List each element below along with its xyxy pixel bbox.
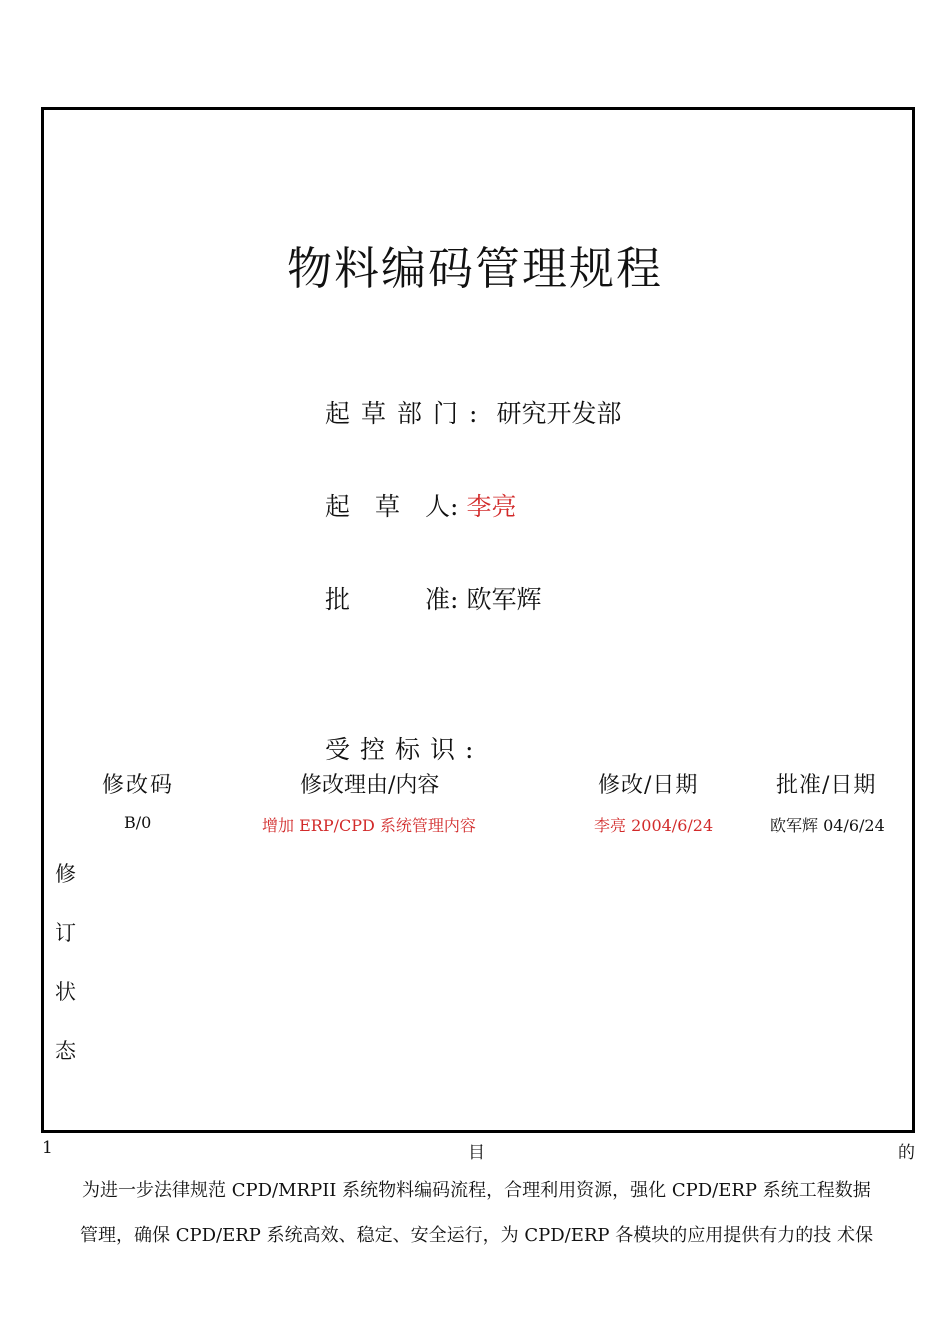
revision-cell-reason: 增加 ERP/CPD 系统管理内容	[262, 816, 476, 835]
paragraph-line: 管理，确保 CPD/ERP 系统高效、稳定、安全运行，为 CPD/ERP 各模块的应用提供有力的技 术保	[80, 1225, 873, 1246]
document-title: 物料编码管理规程	[286, 242, 663, 295]
paragraph-line: 为进一步法律规范 CPD/MRPII 系统物料编码流程，合理利用资源，强化 CPD/ERP 系统工程数据	[82, 1180, 871, 1201]
approver-field	[325, 580, 541, 616]
side-char: 态	[55, 1039, 76, 1063]
revision-header-approval: 批准/日期	[776, 773, 877, 798]
drafting-dept-field	[325, 394, 621, 430]
revision-status-label	[55, 845, 79, 1081]
revision-header-date: 修改/日期	[598, 773, 699, 798]
section-title-left: 目	[468, 1143, 485, 1163]
drafter-value: 李亮	[466, 492, 517, 521]
control-mark-label: 受控标识:	[325, 735, 484, 764]
side-char: 状	[55, 980, 76, 1004]
revision-header-code: 修改码	[102, 773, 175, 798]
revision-header-reason: 修改理由/内容	[300, 773, 440, 798]
drafter-field	[325, 487, 516, 523]
revision-cell-approval: 欧军辉 04/6/24	[770, 816, 885, 835]
drafting-dept-value: 研究开发部	[496, 399, 622, 428]
side-char: 订	[55, 921, 76, 945]
section-title-right: 的	[898, 1143, 915, 1163]
drafting-dept-label: 起草部门:	[325, 399, 489, 428]
revision-cell-code: B/0	[124, 813, 152, 832]
approver-value: 欧军辉	[466, 585, 542, 614]
side-char: 修	[55, 862, 76, 886]
approver-label: 批 准:	[325, 585, 459, 614]
drafter-label: 起 草 人:	[325, 492, 459, 521]
section-number: 1	[42, 1138, 53, 1158]
revision-cell-date: 李亮 2004/6/24	[594, 816, 714, 835]
